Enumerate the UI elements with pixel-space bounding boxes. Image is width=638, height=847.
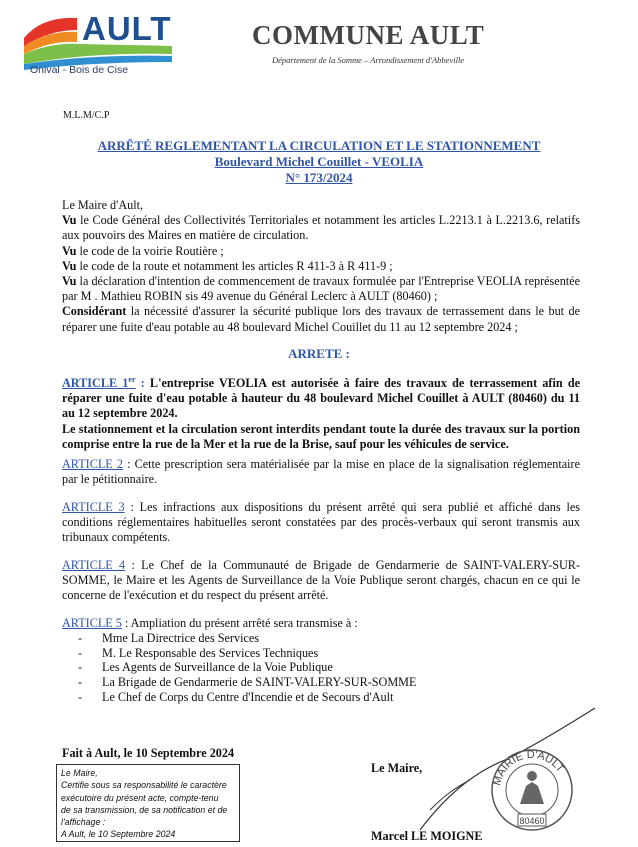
vu-label: Vu xyxy=(62,213,77,228)
vu-text: la déclaration d'intention de commencement de travaux formulée par l'Entreprise VEOLIA représentée par M . Mathieu ROBIN sis 49 avenue du Général Leclerc à AULT (80460) ; xyxy=(62,274,580,304)
logo-name: AULT xyxy=(82,10,172,47)
official-stamp-icon xyxy=(486,742,578,832)
article-1 xyxy=(62,372,580,452)
article-2-label: ARTICLE 2 xyxy=(62,457,123,471)
list-item: - La Brigade de Gendarmerie de SAINT-VALERY-SUR-SOMME xyxy=(62,675,580,690)
svg-text:MAIRIE D'AULT xyxy=(491,749,566,787)
mayor-label: Le Maire, xyxy=(371,761,423,775)
cert-line: de sa transmission, de sa notification et de xyxy=(61,804,228,815)
cert-line: exécutoire du présent acte, compte-tenu xyxy=(61,792,219,803)
commune-title: COMMUNE AULT xyxy=(252,20,485,50)
vu-label: Vu xyxy=(62,243,77,258)
preamble xyxy=(62,198,580,335)
vu-clause xyxy=(62,213,580,243)
title-line-1: ARRÊTÉ REGLEMENTANT LA CIRCULATION ET LE STATIONNEMENT xyxy=(97,138,541,153)
article-5-label: ARTICLE 5 xyxy=(62,616,122,630)
considerant-text: la nécessité d'assurer la sécurité publique lors des travaux de terrassement dans le but de réparer une fuite d'eau potable au 48 boulevard Michel Couillet du 11 au 12 septembre 2024 ; xyxy=(62,304,580,334)
article-1-colon: : xyxy=(135,376,145,391)
vu-label: Vu xyxy=(62,274,77,289)
article-4-label: ARTICLE 4 xyxy=(62,558,126,572)
recipient-list xyxy=(62,631,580,704)
certification-box xyxy=(56,764,240,842)
place-date: Fait à Ault, le 10 Septembre 2024 xyxy=(62,746,235,760)
vu-text: le Code Général des Collectivités Territoriales et notamment les articles L.2213.1 à L.2213.6, relatifs aux pouvoirs des Maires en matière de circulation. xyxy=(62,213,580,243)
stamp-code: 80460 xyxy=(519,816,545,826)
article-5-text: : Ampliation du présent arrêté sera transmise à : xyxy=(121,616,358,630)
cert-line: Certifie sous sa responsabilité le caractère xyxy=(61,780,227,791)
article-3-text: : Les infractions aux dispositions du présent arrêté qui sera publié et affiché dans les conditions réglementaires habituelles seront constatées par des procès-verbaux qui seront transmis aux tribunaux compétents. xyxy=(62,500,580,545)
vu-clause xyxy=(62,244,580,259)
mayor-name: Marcel LE MOIGNE xyxy=(371,829,483,843)
vu-text: le code de la route et notamment les articles R 411-3 à R 411-9 ; xyxy=(76,258,393,273)
town-logo xyxy=(22,8,182,83)
list-item: - Mme La Directrice des Services xyxy=(62,631,580,646)
considerant-clause xyxy=(62,304,580,334)
logo-subtitle: Onival - Bois de Cise xyxy=(30,64,129,76)
article-5 xyxy=(62,616,580,704)
article-1-text-2: Le stationnement et la circulation seront interdits pendant toute la durée des travaux sur la portion comprise entre la rue de la Mer et la rue de la Brise, sauf pour les véhicules de service. xyxy=(62,421,580,451)
cert-line: l'affichage : xyxy=(61,817,106,828)
list-item: - Les Agents de Surveillance de la Voie Publique xyxy=(62,660,580,675)
article-3-label: ARTICLE 3 xyxy=(62,500,125,514)
stamp-text: MAIRIE D'AULT xyxy=(491,748,567,787)
reference: M.L.M/C.P xyxy=(63,110,110,121)
preamble-intro: Le Maire d'Ault, xyxy=(62,198,144,212)
cert-line: A Ault, le 10 Septembre 2024 xyxy=(61,829,176,840)
vu-clause xyxy=(62,274,580,304)
article-1-text: L'entreprise VEOLIA est autorisée à faire des travaux de terrassement afin de réparer une fuite d'eau potable à hauteur du 48 boulevard Michel Couillet à AULT (80460) du 11 au 12 septembre 2024. xyxy=(62,376,581,421)
title-line-2: Boulevard Michel Couillet - VEOLIA xyxy=(214,154,424,169)
considerant-label: Considérant xyxy=(62,304,127,319)
list-item: - Le Chef de Corps du Centre d'Incendie et de Secours d'Ault xyxy=(62,690,580,705)
commune-subtitle: Département de la Somme – Arrondissement d'Abbeville xyxy=(272,55,465,65)
vu-clause xyxy=(62,259,580,274)
article-4-text: : Le Chef de la Communauté de Brigade de Gendarmerie de SAINT-VALERY-SUR-SOMME, le Maire et les Agents de Surveillance de la Voie Publique seront chargés, chacun en ce qui le concerne de l'exécution et du respect du présent arrêté. xyxy=(62,558,580,603)
vu-text: le code de la voirie Routière ; xyxy=(76,243,224,258)
article-1-label: ARTICLE 1er xyxy=(62,375,136,391)
arrete-heading: ARRETE : xyxy=(288,346,350,361)
article-3 xyxy=(62,500,580,546)
cert-line: Le Maire, xyxy=(61,768,98,778)
article-2 xyxy=(62,457,580,487)
title-line-3: N° 173/2024 xyxy=(285,170,353,185)
list-item: - M. Le Responsable des Services Techniques xyxy=(62,646,580,661)
vu-label: Vu xyxy=(62,258,77,273)
article-2-text: : Cette prescription sera matérialisée par la mise en place de la signalisation réglementaire par le pétitionnaire. xyxy=(62,457,580,487)
article-4 xyxy=(62,558,580,604)
